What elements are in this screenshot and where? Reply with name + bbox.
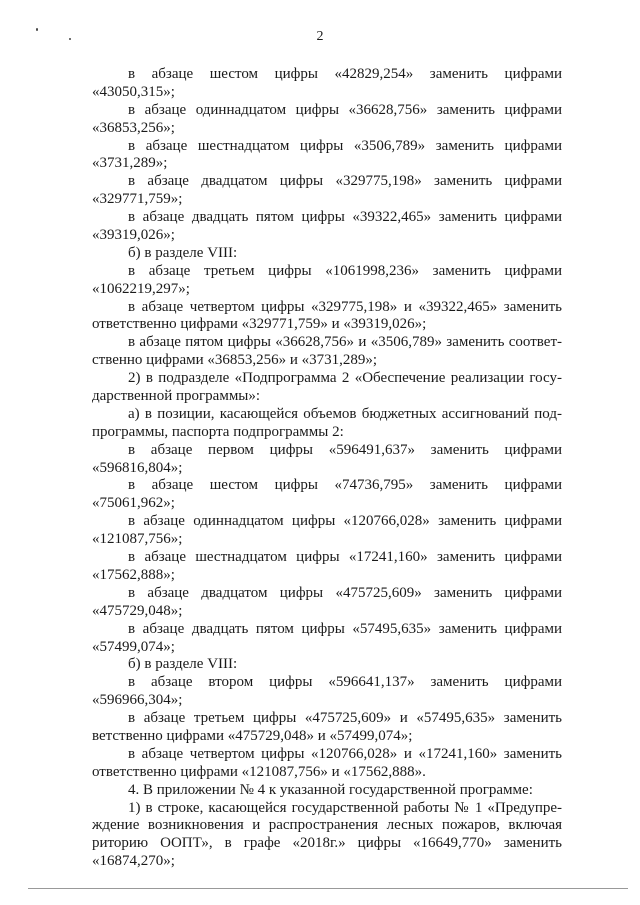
text-line: «596966,304»;: [92, 692, 183, 709]
text-line: «43050,315»;: [92, 83, 175, 100]
text-line: в абзаце пятом цифры «36628,756» и «3506,789» заменить соответ-: [128, 334, 562, 351]
text-line: 2) в подразделе «Подпрограмма 2 «Обеспечение реализации госу-: [128, 370, 562, 387]
text-line: риторию ООПТ», в графе «2018г.» цифры «16649,770» заменить: [92, 835, 562, 852]
text-line: «3731,289»;: [92, 155, 168, 172]
text-line: в абзаце одиннадцатом цифры «120766,028» заменить цифрами: [128, 513, 562, 530]
text-line: дарственной программы»:: [92, 388, 261, 405]
text-line: ветственно цифрами «475729,048» и «57499,074»;: [92, 727, 413, 744]
text-line: «121087,756»;: [92, 531, 183, 548]
text-line: ждение возникновения и распространения лесных пожаров, включая: [92, 817, 562, 834]
text-line: «36853,256»;: [92, 119, 175, 136]
text-line: ственно цифрами «36853,256» и «3731,289»;: [92, 352, 378, 369]
text-line: в абзаце четвертом цифры «329775,198» и «39322,465» заменить: [128, 298, 562, 315]
text-line: в абзаце шестнадцатом цифры «17241,160» заменить цифрами: [128, 549, 562, 566]
text-line: 4. В приложении № 4 к указанной государственной программе:: [128, 781, 533, 798]
scan-edge-line: [28, 888, 628, 889]
text-line: в абзаце двадцатом цифры «475725,609» заменить цифрами: [128, 584, 562, 601]
text-line: в абзаце двадцать пятом цифры «57495,635» заменить цифрами: [128, 620, 562, 637]
text-line: в абзаце шестом цифры «42829,254» заменить цифрами: [128, 66, 562, 82]
text-line: «1062219,297»;: [92, 280, 190, 297]
text-line: «17562,888»;: [92, 566, 175, 583]
text-line: в абзаце втором цифры «596641,137» заменить цифрами: [128, 674, 562, 691]
text-line: ответственно цифрами «121087,756» и «17562,888».: [92, 763, 426, 780]
text-line: «57499,074»;: [92, 638, 175, 655]
text-line: б) в разделе VIII:: [128, 656, 238, 673]
text-line: «39319,026»;: [92, 227, 175, 244]
text-line: а) в позиции, касающейся объемов бюджетных ассигнований под-: [128, 405, 562, 422]
text-line: в абзаце четвертом цифры «120766,028» и «17241,160» заменить: [128, 745, 562, 762]
text-line: в абзаце первом цифры «596491,637» заменить цифрами: [128, 441, 562, 458]
text-line: в абзаце шестом цифры «74736,795» заменить цифрами: [128, 477, 562, 494]
document-body: [92, 66, 562, 871]
text-line: «329771,759»;: [92, 191, 183, 208]
text-line: программы, паспорта подпрограммы 2:: [92, 423, 344, 440]
text-line: в абзаце двадцать пятом цифры «39322,465» заменить цифрами: [128, 209, 562, 226]
text-line: 1) в строке, касающейся государственной работы № 1 «Предупре-: [128, 799, 562, 816]
page-number: 2: [316, 29, 324, 44]
text-line: в абзаце одиннадцатом цифры «36628,756» заменить цифрами: [128, 101, 562, 118]
text-line: «75061,962»;: [92, 495, 175, 512]
text-line: в абзаце третьем цифры «1061998,236» заменить цифрами: [128, 262, 562, 279]
text-line: в абзаце двадцатом цифры «329775,198» заменить цифрами: [128, 173, 562, 190]
text-line: «475729,048»;: [92, 602, 183, 619]
text-line: «596816,804»;: [92, 459, 183, 476]
text-line: в абзаце третьем цифры «475725,609» и «57495,635» заменить: [128, 710, 562, 727]
text-line: ответственно цифрами «329771,759» и «39319,026»;: [92, 316, 427, 333]
text-line: в абзаце шестнадцатом цифры «3506,789» заменить цифрами: [128, 137, 562, 154]
text-line: б) в разделе VIII:: [128, 244, 238, 261]
text-line: «16874,270»;: [92, 853, 175, 870]
